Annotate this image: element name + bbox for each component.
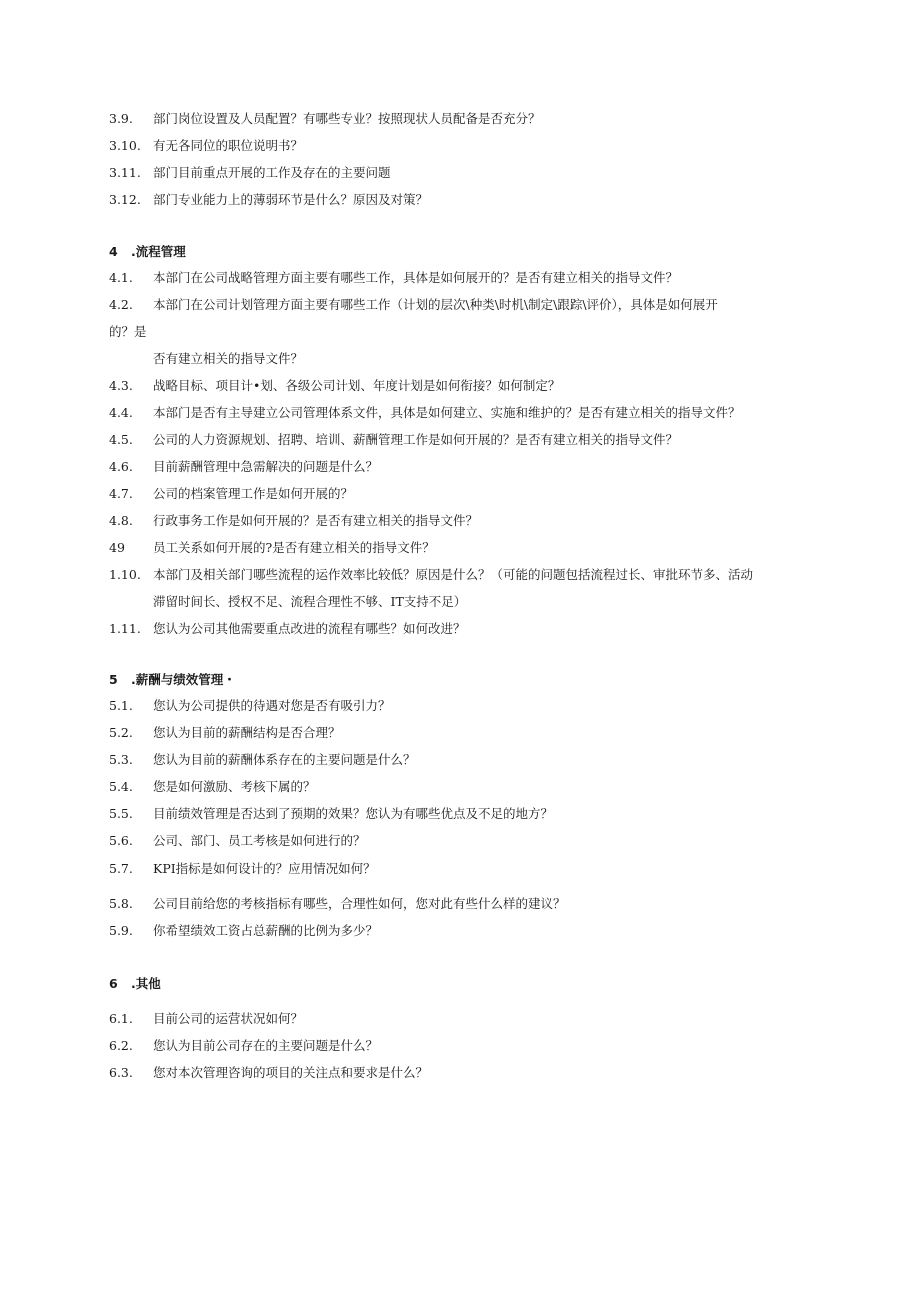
item-number: 5.6. <box>109 833 133 848</box>
item-text: 公司的档案管理工作是如何开展的？ <box>153 486 354 501</box>
item-number: 6.3. <box>109 1065 133 1080</box>
list-item <box>0 1011 920 1027</box>
list-item <box>0 297 920 313</box>
item-number: 5.2. <box>109 725 133 740</box>
item-text: 目前公司的运营状况如何？ <box>153 1011 304 1026</box>
item-number: 5.4. <box>109 779 133 794</box>
item-text: 公司目前给您的考核指标有哪些，合理性如何，您对此有些什么样的建议？ <box>153 896 566 911</box>
section-number: 5 <box>109 672 118 687</box>
item-number: 3.11. <box>109 165 141 180</box>
item-text: 您认为目前公司存在的主要问题是什么？ <box>153 1038 379 1053</box>
item-text: 部门专业能力上的薄弱环节是什么？原因及对策？ <box>153 192 429 207</box>
item-text: 公司、部门、员工考核是如何进行的？ <box>153 833 366 848</box>
list-item <box>0 378 920 394</box>
item-number: 4.5. <box>109 432 133 447</box>
item-number: 5.8. <box>109 896 133 911</box>
section-title: .流程管理 <box>131 244 186 259</box>
item-text: 公司的人力资源规划、招聘、培训、薪酬管理工作是如何开展的？是否有建立相关的指导文件？ <box>153 432 679 447</box>
list-item <box>0 923 920 939</box>
list-item <box>0 432 920 448</box>
item-continuation: 滞留时间长、授权不足、流程合理性不够、IT支持不足） <box>153 594 467 609</box>
list-item <box>0 621 920 637</box>
item-number: 5.3. <box>109 752 133 767</box>
item-text: 战略目标、项目计•划、各级公司计划、年度计划是如何衔接？如何制定？ <box>153 378 561 393</box>
item-text: 有无各同位的职位说明书？ <box>153 138 304 153</box>
item-text: 部门目前重点开展的工作及存在的主要问题 <box>153 165 391 180</box>
list-item <box>0 861 920 877</box>
item-text: 您认为公司其他需要重点改进的流程有哪些？如何改进？ <box>153 621 466 636</box>
list-item <box>0 138 920 154</box>
list-item <box>0 833 920 849</box>
list-item <box>0 725 920 741</box>
list-item <box>0 165 920 181</box>
item-number: 4.4. <box>109 405 133 420</box>
item-text: 行政事务工作是如何开展的？是否有建立相关的指导文件？ <box>153 513 479 528</box>
list-item <box>0 486 920 502</box>
list-item <box>0 513 920 529</box>
list-item <box>0 752 920 768</box>
item-text: 本部门在公司战略管理方面主要有哪些工作，具体是如何展开的？是否有建立相关的指导文件？ <box>153 270 679 285</box>
list-item <box>0 896 920 912</box>
item-text: KPI指标是如何设计的？应用情况如何？ <box>153 861 376 876</box>
list-item <box>0 192 920 208</box>
item-number: 4.1. <box>109 270 133 285</box>
item-number: 5.7. <box>109 861 133 876</box>
item-text: 您是如何激励、考核下属的？ <box>153 779 316 794</box>
item-text: 部门岗位设置及人员配置？有哪些专业？按照现状人员配备是否充分？ <box>153 111 541 126</box>
section-title: .薪酬与绩效管理・ <box>131 672 236 687</box>
item-number: 3.10. <box>109 138 141 153</box>
item-text: 本部门在公司计划管理方面主要有哪些工作（计划的层次\种类\时机\制定\跟踪\评价），具体是如何展开 <box>153 297 718 312</box>
list-item <box>0 405 920 421</box>
item-number: 4.3. <box>109 378 133 393</box>
item-number: 5.9. <box>109 923 133 938</box>
section-heading-compensation <box>0 672 920 688</box>
item-number: 3.9. <box>109 111 133 126</box>
section-heading-process <box>0 244 920 260</box>
item-continuation: 否有建立相关的指导文件？ <box>153 351 304 366</box>
item-text: 您认为目前的薪酬结构是否合理？ <box>153 725 341 740</box>
list-item <box>0 540 920 556</box>
list-item <box>0 779 920 795</box>
list-item <box>0 1038 920 1054</box>
list-item <box>0 567 920 583</box>
section-title: .其他 <box>131 976 161 991</box>
item-number: 1.10. <box>109 567 141 582</box>
item-text: 你希望绩效工资占总薪酬的比例为多少？ <box>153 923 379 938</box>
list-item <box>0 270 920 286</box>
list-item <box>0 1065 920 1081</box>
section-number: 4 <box>109 244 118 259</box>
item-number: 6.1. <box>109 1011 133 1026</box>
item-continuation: 的？是 <box>109 324 147 339</box>
item-text: 目前绩效管理是否达到了预期的效果？您认为有哪些优点及不足的地方？ <box>153 806 554 821</box>
item-text: 员工关系如何开展的?是否有建立相关的指导文件？ <box>153 540 435 555</box>
item-text: 您认为目前的薪酬体系存在的主要问题是什么？ <box>153 752 416 767</box>
item-number: 4.7. <box>109 486 133 501</box>
item-number: 6.2. <box>109 1038 133 1053</box>
item-number: 49 <box>109 540 125 555</box>
section-number: 6 <box>109 976 118 991</box>
item-number: 4.2. <box>109 297 133 312</box>
item-number: 3.12. <box>109 192 141 207</box>
item-number: 4.8. <box>109 513 133 528</box>
item-number: 5.1. <box>109 698 133 713</box>
list-item <box>0 698 920 714</box>
item-text: 本部门及相关部门哪些流程的运作效率比较低？原因是什么？（可能的问题包括流程过长、审批环节多、活动 <box>153 567 754 582</box>
item-number: 1.11. <box>109 621 141 636</box>
item-text: 本部门是否有主导建立公司管理体系文件，具体是如何建立、实施和维护的？是否有建立相关的指导文件？ <box>153 405 741 420</box>
list-item <box>0 806 920 822</box>
item-number: 5.5. <box>109 806 133 821</box>
item-text: 您认为公司提供的待遇对您是否有吸引力？ <box>153 698 391 713</box>
item-text: 您对本次管理咨询的项目的关注点和要求是什么？ <box>153 1065 429 1080</box>
list-item <box>0 111 920 127</box>
item-number: 4.6. <box>109 459 133 474</box>
item-text: 目前薪酬管理中急需解决的问题是什么？ <box>153 459 379 474</box>
section-heading-other <box>0 976 920 992</box>
list-item <box>0 459 920 475</box>
